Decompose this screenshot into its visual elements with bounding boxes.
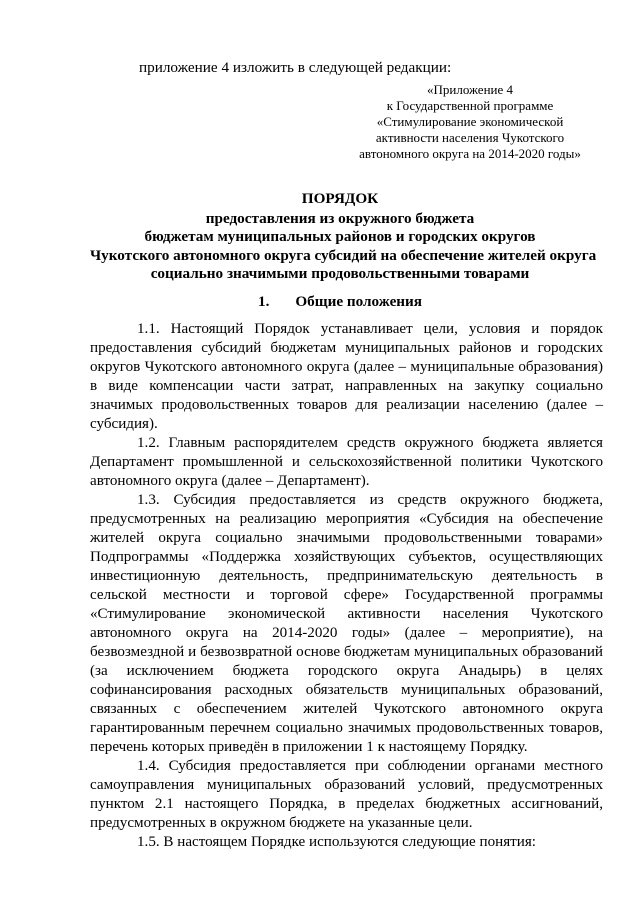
paragraph-1-3: 1.3. Субсидия предоставляется из средств окружного бюджета, предусмотренных на реализацию мероприятия «Субсидия на обеспечение жителей округа социально значимыми продовольственными товарами» Подпрограммы «Поддержка хозяйствующих субъектов, осуществляющих инвестиционную деятельность, предпринимательскую деятельность в сельской местности и торговой сфере» Государственной программы «Стимулирование экономической активности населения Чукотского автономного округа на 2014-2020 годы» (далее – мероприятие), на безвозмездной и безвозвратной основе бюджетам муниципальных образований (за исключением бюджета городского округа Анадырь) в целях софинансирования расходных обязательств муниципальных образований, связанных с обеспечением жителей Чукотского автономного округа гарантированным перечнем социально значимых продовольственных товаров, перечень которых приведён в приложении 1 к настоящему Порядку. (90, 492, 603, 755)
paragraph-1-1: 1.1. Настоящий Порядок устанавливает цели, условия и порядок предоставления субсидий бюджетам муниципальных районов и городских округов Чукотского автономного округа (далее – муниципальные образования) в виде компенсации части затрат, направленных на закупку социально значимых продовольственных товаров для реализации населению (далее – субсидия). (90, 321, 603, 432)
section-heading (90, 292, 590, 311)
intro-line: приложение 4 изложить в следующей редакции: (139, 59, 452, 76)
title-main: ПОРЯДОК (301, 190, 379, 207)
title-line: Чукотского автономного округа субсидий на обеспечение жителей округа (90, 246, 597, 264)
paragraph-1-2: 1.2. Главным распорядителем средств окружного бюджета является Департамент промышленной и сельскохозяйственной политики Чукотского автономного округа (далее – Департамент). (90, 435, 603, 489)
paragraph-1-4: 1.4. Субсидия предоставляется при соблюдении органами местного самоуправления муниципальных образований условий, предусмотренных пунктом 2.1 настоящего Порядка, в пределах бюджетных ассигнований, предусмотренных в окружном бюджете на указанные цели. (90, 758, 603, 831)
document-title (90, 190, 597, 284)
appendix-reference (340, 82, 600, 162)
document-body (90, 320, 603, 852)
appendix-line: к Государственной программе (386, 98, 554, 113)
appendix-line: автономного округа на 2014-2020 годы» (359, 146, 581, 161)
section-title: Общие положения (295, 293, 423, 310)
section-number: 1. (257, 293, 270, 310)
appendix-line: «Стимулирование экономической (376, 114, 564, 129)
title-line: бюджетам муниципальных районов и городских округов (144, 228, 536, 245)
title-line: предоставления из окружного бюджета (205, 209, 475, 227)
title-line: социально значимыми продовольственными товарами (150, 265, 530, 282)
appendix-line: «Приложение 4 (426, 82, 514, 97)
appendix-line: активности населения Чукотского (375, 130, 565, 145)
paragraph-1-5: 1.5. В настоящем Порядке используются следующие понятия: (137, 834, 536, 850)
